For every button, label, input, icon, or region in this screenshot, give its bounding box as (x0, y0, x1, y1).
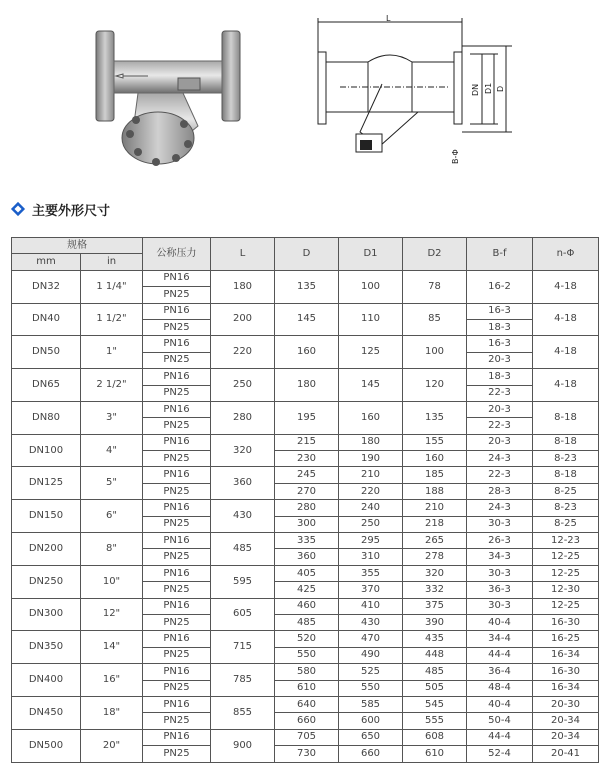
cell-pressure: PN16 (143, 664, 211, 680)
cell-D: 425 (275, 582, 339, 598)
cell-D2: 332 (403, 582, 467, 598)
cell-pressure: PN16 (143, 729, 211, 745)
cell-D2: 390 (403, 614, 467, 630)
cell-size-mm: DN200 (12, 533, 81, 566)
cell-bf: 52-4 (467, 746, 533, 762)
cell-nphi: 16-25 (533, 631, 599, 647)
cell-nphi: 8-18 (533, 401, 599, 434)
cell-D: 485 (275, 614, 339, 630)
header-D: D (275, 238, 339, 271)
section-title (10, 201, 110, 217)
cell-pressure: PN16 (143, 303, 211, 319)
cell-pressure: PN16 (143, 369, 211, 385)
cell-L: 855 (211, 696, 275, 729)
cell-nphi: 4-18 (533, 336, 599, 369)
header-D2: D2 (403, 238, 467, 271)
cell-D1: 430 (339, 614, 403, 630)
cell-D2: 448 (403, 647, 467, 663)
cell-nphi: 16-34 (533, 647, 599, 663)
cell-bf: 26-3 (467, 533, 533, 549)
cell-D2: 435 (403, 631, 467, 647)
cell-D: 610 (275, 680, 339, 696)
cell-nphi: 8-23 (533, 451, 599, 467)
table-row (12, 336, 599, 352)
cell-L: 715 (211, 631, 275, 664)
cell-bf: 16-3 (467, 336, 533, 352)
cell-L: 280 (211, 401, 275, 434)
cell-D: 180 (275, 369, 339, 402)
header-nphi: n-Φ (533, 238, 599, 271)
cell-bf: 30-3 (467, 598, 533, 614)
cell-pressure: PN25 (143, 680, 211, 696)
cell-D: 550 (275, 647, 339, 663)
cell-D: 160 (275, 336, 339, 369)
cell-bf: 20-3 (467, 352, 533, 368)
strainer-photo (88, 26, 248, 176)
cell-D1: 145 (339, 369, 403, 402)
cell-size-in: 6" (81, 500, 143, 533)
cell-bf: 22-3 (467, 418, 533, 434)
cell-D2: 85 (403, 303, 467, 336)
cell-size-mm: DN400 (12, 664, 81, 697)
cell-D1: 585 (339, 696, 403, 712)
cell-size-in: 12" (81, 598, 143, 631)
cell-D1: 100 (339, 270, 403, 303)
cell-size-in: 1" (81, 336, 143, 369)
table-row (12, 369, 599, 385)
drawing-label-DN: DN (471, 83, 480, 96)
cell-nphi: 8-18 (533, 434, 599, 450)
cell-pressure: PN25 (143, 319, 211, 335)
cell-D2: 210 (403, 500, 467, 516)
cell-size-mm: DN350 (12, 631, 81, 664)
table-row (12, 467, 599, 483)
cell-pressure: PN25 (143, 647, 211, 663)
cell-bf: 22-3 (467, 385, 533, 401)
cell-D: 280 (275, 500, 339, 516)
cell-size-in: 2 1/2" (81, 369, 143, 402)
cell-D1: 295 (339, 533, 403, 549)
cell-D: 270 (275, 483, 339, 499)
cell-D1: 310 (339, 549, 403, 565)
cell-bf: 50-4 (467, 713, 533, 729)
cell-nphi: 20-30 (533, 696, 599, 712)
cell-pressure: PN16 (143, 467, 211, 483)
cell-bf: 16-2 (467, 270, 533, 303)
cell-size-mm: DN32 (12, 270, 81, 303)
cell-pressure: PN16 (143, 401, 211, 417)
cell-bf: 34-4 (467, 631, 533, 647)
cell-D2: 610 (403, 746, 467, 762)
cell-L: 485 (211, 533, 275, 566)
cell-D1: 355 (339, 565, 403, 581)
table-row (12, 598, 599, 614)
cell-size-mm: DN40 (12, 303, 81, 336)
cell-size-mm: DN500 (12, 729, 81, 762)
table-row (12, 401, 599, 417)
cell-size-mm: DN450 (12, 696, 81, 729)
cell-size-in: 18" (81, 696, 143, 729)
table-row (12, 729, 599, 745)
cell-D1: 550 (339, 680, 403, 696)
header-L: L (211, 238, 275, 271)
cell-nphi: 4-18 (533, 303, 599, 336)
cell-size-mm: DN65 (12, 369, 81, 402)
cell-nphi: 16-34 (533, 680, 599, 696)
cell-pressure: PN16 (143, 696, 211, 712)
cell-nphi: 8-25 (533, 516, 599, 532)
cell-nphi: 16-30 (533, 614, 599, 630)
cell-D2: 505 (403, 680, 467, 696)
cell-nphi: 4-18 (533, 369, 599, 402)
cell-bf: 18-3 (467, 369, 533, 385)
header-spec: 规格 (12, 238, 143, 254)
cell-bf: 22-3 (467, 467, 533, 483)
cell-size-in: 8" (81, 533, 143, 566)
cell-pressure: PN25 (143, 451, 211, 467)
cell-D2: 160 (403, 451, 467, 467)
cell-bf: 24-3 (467, 451, 533, 467)
cell-D2: 120 (403, 369, 467, 402)
table-row (12, 565, 599, 581)
cell-D2: 485 (403, 664, 467, 680)
drawing-label-bphi: B-Φ (451, 149, 460, 164)
cell-pressure: PN16 (143, 598, 211, 614)
cell-nphi: 12-25 (533, 598, 599, 614)
dimensions-table (11, 237, 599, 763)
cell-bf: 36-3 (467, 582, 533, 598)
cell-L: 605 (211, 598, 275, 631)
cell-bf: 16-3 (467, 303, 533, 319)
cell-L: 320 (211, 434, 275, 467)
cell-pressure: PN25 (143, 713, 211, 729)
diamond-icon (10, 201, 26, 217)
cell-D: 460 (275, 598, 339, 614)
cell-bf: 18-3 (467, 319, 533, 335)
cell-L: 180 (211, 270, 275, 303)
cell-bf: 40-4 (467, 696, 533, 712)
cell-bf: 28-3 (467, 483, 533, 499)
cell-D1: 180 (339, 434, 403, 450)
cell-L: 430 (211, 500, 275, 533)
cell-nphi: 12-30 (533, 582, 599, 598)
cell-bf: 36-4 (467, 664, 533, 680)
cell-pressure: PN25 (143, 418, 211, 434)
cell-D: 300 (275, 516, 339, 532)
cell-L: 220 (211, 336, 275, 369)
cell-size-in: 3" (81, 401, 143, 434)
drawing-label-L: L (386, 14, 391, 23)
table-row (12, 664, 599, 680)
cell-nphi: 12-25 (533, 565, 599, 581)
cell-D1: 250 (339, 516, 403, 532)
cell-D1: 410 (339, 598, 403, 614)
cell-D: 640 (275, 696, 339, 712)
cell-D: 215 (275, 434, 339, 450)
cell-size-in: 20" (81, 729, 143, 762)
cell-nphi: 12-25 (533, 549, 599, 565)
header-in: in (81, 254, 143, 270)
cell-D: 405 (275, 565, 339, 581)
cell-D2: 155 (403, 434, 467, 450)
cell-D1: 600 (339, 713, 403, 729)
cell-size-mm: DN125 (12, 467, 81, 500)
cell-bf: 34-3 (467, 549, 533, 565)
cell-D1: 125 (339, 336, 403, 369)
cell-nphi: 12-23 (533, 533, 599, 549)
cell-D2: 375 (403, 598, 467, 614)
cell-size-in: 10" (81, 565, 143, 598)
table-row (12, 696, 599, 712)
cell-D: 145 (275, 303, 339, 336)
cell-D1: 240 (339, 500, 403, 516)
cell-pressure: PN25 (143, 549, 211, 565)
cell-L: 200 (211, 303, 275, 336)
cell-L: 900 (211, 729, 275, 762)
cell-D1: 190 (339, 451, 403, 467)
cell-pressure: PN25 (143, 483, 211, 499)
cell-D: 335 (275, 533, 339, 549)
cell-size-in: 14" (81, 631, 143, 664)
cell-bf: 30-3 (467, 516, 533, 532)
cell-D1: 490 (339, 647, 403, 663)
cell-pressure: PN16 (143, 565, 211, 581)
cell-D1: 525 (339, 664, 403, 680)
cell-D1: 220 (339, 483, 403, 499)
header-mm: mm (12, 254, 81, 270)
cell-size-mm: DN150 (12, 500, 81, 533)
cell-pressure: PN25 (143, 516, 211, 532)
cell-pressure: PN25 (143, 287, 211, 303)
cell-bf: 30-3 (467, 565, 533, 581)
cell-D: 230 (275, 451, 339, 467)
cell-nphi: 20-34 (533, 713, 599, 729)
cell-size-in: 5" (81, 467, 143, 500)
cell-D: 195 (275, 401, 339, 434)
cell-D1: 650 (339, 729, 403, 745)
table-row (12, 434, 599, 450)
cell-D: 580 (275, 664, 339, 680)
cell-D2: 135 (403, 401, 467, 434)
cell-size-mm: DN50 (12, 336, 81, 369)
cell-D1: 210 (339, 467, 403, 483)
cell-nphi: 8-23 (533, 500, 599, 516)
cell-bf: 40-4 (467, 614, 533, 630)
cell-nphi: 8-18 (533, 467, 599, 483)
cell-nphi: 8-25 (533, 483, 599, 499)
cell-size-in: 1 1/4" (81, 270, 143, 303)
table-row (12, 533, 599, 549)
cell-size-in: 4" (81, 434, 143, 467)
cell-bf: 48-4 (467, 680, 533, 696)
cell-pressure: PN16 (143, 336, 211, 352)
cell-D: 360 (275, 549, 339, 565)
cell-D2: 320 (403, 565, 467, 581)
cell-D2: 78 (403, 270, 467, 303)
cell-D2: 555 (403, 713, 467, 729)
cell-D1: 160 (339, 401, 403, 434)
cell-D1: 110 (339, 303, 403, 336)
cell-D1: 470 (339, 631, 403, 647)
cell-L: 360 (211, 467, 275, 500)
cell-D2: 278 (403, 549, 467, 565)
cell-D: 520 (275, 631, 339, 647)
table-row (12, 270, 599, 286)
cell-size-mm: DN80 (12, 401, 81, 434)
cell-size-in: 1 1/2" (81, 303, 143, 336)
cell-bf: 44-4 (467, 729, 533, 745)
cell-pressure: PN25 (143, 385, 211, 401)
cell-pressure: PN25 (143, 582, 211, 598)
header-D1: D1 (339, 238, 403, 271)
cell-D1: 660 (339, 746, 403, 762)
cell-pressure: PN16 (143, 270, 211, 286)
cell-size-mm: DN250 (12, 565, 81, 598)
cell-D1: 370 (339, 582, 403, 598)
cell-D2: 545 (403, 696, 467, 712)
table-row (12, 303, 599, 319)
table-row (12, 631, 599, 647)
drawing-label-D1: D1 (484, 82, 493, 94)
cell-pressure: PN25 (143, 352, 211, 368)
cell-L: 250 (211, 369, 275, 402)
cell-nphi: 4-18 (533, 270, 599, 303)
section-title-text: 主要外形尺寸 (32, 203, 111, 219)
cell-D: 135 (275, 270, 339, 303)
header-bf: B-f (467, 238, 533, 271)
cell-L: 595 (211, 565, 275, 598)
cell-pressure: PN16 (143, 631, 211, 647)
cell-pressure: PN16 (143, 533, 211, 549)
cell-size-mm: DN300 (12, 598, 81, 631)
cell-D: 730 (275, 746, 339, 762)
cell-L: 785 (211, 664, 275, 697)
cell-bf: 20-3 (467, 401, 533, 417)
strainer-drawing (300, 14, 530, 184)
cell-nphi: 20-41 (533, 746, 599, 762)
cell-bf: 20-3 (467, 434, 533, 450)
drawing-label-D: D (496, 85, 505, 92)
cell-D2: 608 (403, 729, 467, 745)
cell-D2: 100 (403, 336, 467, 369)
table-row (12, 500, 599, 516)
cell-nphi: 16-30 (533, 664, 599, 680)
cell-size-mm: DN100 (12, 434, 81, 467)
cell-D2: 185 (403, 467, 467, 483)
cell-pressure: PN25 (143, 614, 211, 630)
cell-pressure: PN25 (143, 746, 211, 762)
header-pressure: 公称压力 (143, 238, 211, 271)
cell-D: 705 (275, 729, 339, 745)
cell-D: 245 (275, 467, 339, 483)
cell-D2: 265 (403, 533, 467, 549)
cell-size-in: 16" (81, 664, 143, 697)
cell-bf: 44-4 (467, 647, 533, 663)
cell-D: 660 (275, 713, 339, 729)
cell-D2: 218 (403, 516, 467, 532)
cell-pressure: PN16 (143, 500, 211, 516)
cell-pressure: PN16 (143, 434, 211, 450)
cell-bf: 24-3 (467, 500, 533, 516)
cell-D2: 188 (403, 483, 467, 499)
cell-nphi: 20-34 (533, 729, 599, 745)
